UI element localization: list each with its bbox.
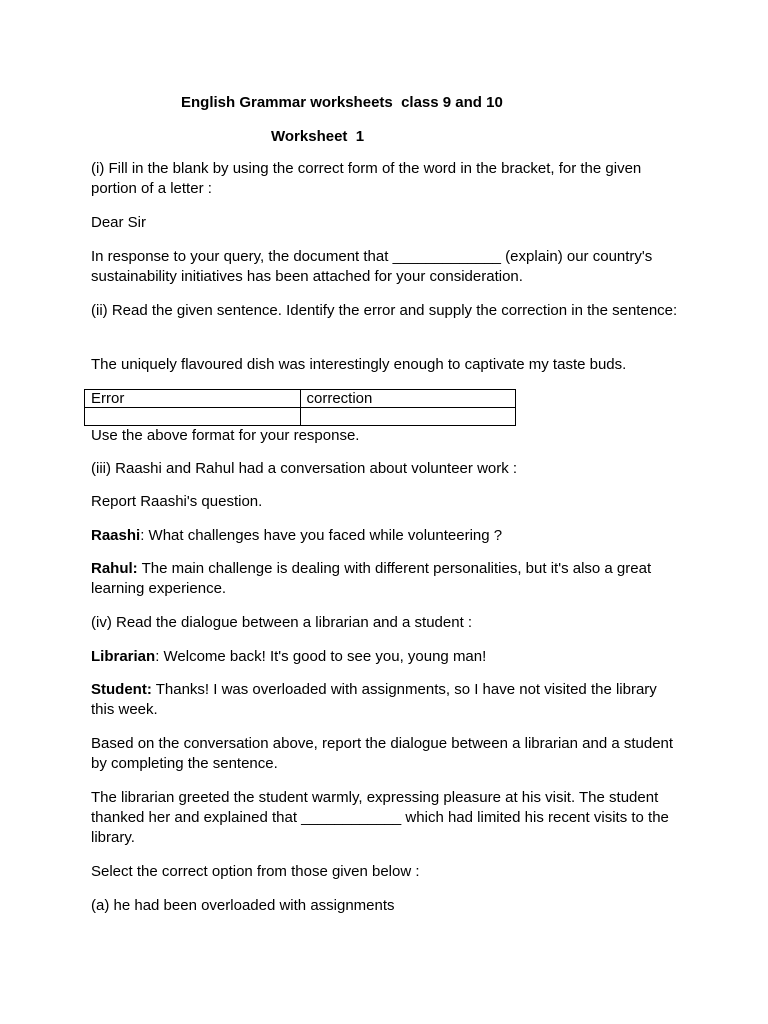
error-answer-cell	[85, 408, 301, 426]
librarian-line: : Welcome back! It's good to see you, young man!	[155, 648, 487, 665]
raashi-line: : What challenges have you faced while volunteering ?	[140, 527, 503, 544]
q4-instruction: (iv) Read the dialogue between a librarian and a student :	[91, 614, 473, 631]
q2-instruction: (ii) Read the given sentence. Identify the error and supply the correction in the sentence:	[91, 302, 678, 319]
q4-dialogue-librarian	[91, 647, 681, 667]
correction-answer-cell	[300, 408, 516, 426]
q3-instruction: (iii) Raashi and Rahul had a conversation about volunteer work :	[91, 460, 518, 477]
q4-select-prompt: Select the correct option from those given below :	[91, 863, 420, 880]
q3-dialogue-raashi	[91, 526, 681, 546]
worksheet-title: English Grammar worksheets class 9 and 10	[181, 94, 503, 111]
q2-sentence: The uniquely flavoured dish was interestingly enough to captivate my taste buds.	[91, 356, 627, 373]
q4-task: Based on the conversation above, report the dialogue between a librarian and a student by completing the sentence.	[91, 735, 674, 772]
speaker-raashi: Raashi	[91, 527, 141, 544]
table-header-row	[85, 390, 516, 408]
q4-passage: The librarian greeted the student warmly, expressing pleasure at his visit. The student thanked her and explained that ____________ which had limited his recent visits to the library.	[91, 789, 669, 846]
q4-option-a: (a) he had been overloaded with assignments	[91, 897, 395, 914]
q3-task: Report Raashi's question.	[91, 493, 263, 510]
q1-sentence: In response to your query, the document that _____________ (explain) our country's sustainability initiatives has been attached for your consideration.	[91, 248, 653, 285]
q3-dialogue-rahul	[91, 559, 681, 599]
rahul-line: The main challenge is dealing with different personalities, but it's also a great learning experience.	[91, 560, 652, 597]
student-line: Thanks! I was overloaded with assignments, so I have not visited the library this week.	[91, 681, 657, 718]
table-header-correction: correction	[300, 390, 516, 408]
q2-format-note: Use the above format for your response.	[91, 427, 360, 444]
q1-instruction: (i) Fill in the blank by using the correct form of the word in the bracket, for the given portion of a letter :	[91, 160, 642, 197]
q4-dialogue-student	[91, 680, 681, 720]
speaker-rahul: Rahul:	[91, 560, 138, 577]
table-row	[85, 408, 516, 426]
q1-salutation: Dear Sir	[91, 214, 147, 231]
speaker-librarian: Librarian	[91, 648, 156, 665]
error-correction-table	[84, 389, 516, 426]
speaker-student: Student:	[91, 681, 152, 698]
table-header-error: Error	[85, 390, 301, 408]
worksheet-number: Worksheet 1	[271, 128, 365, 145]
